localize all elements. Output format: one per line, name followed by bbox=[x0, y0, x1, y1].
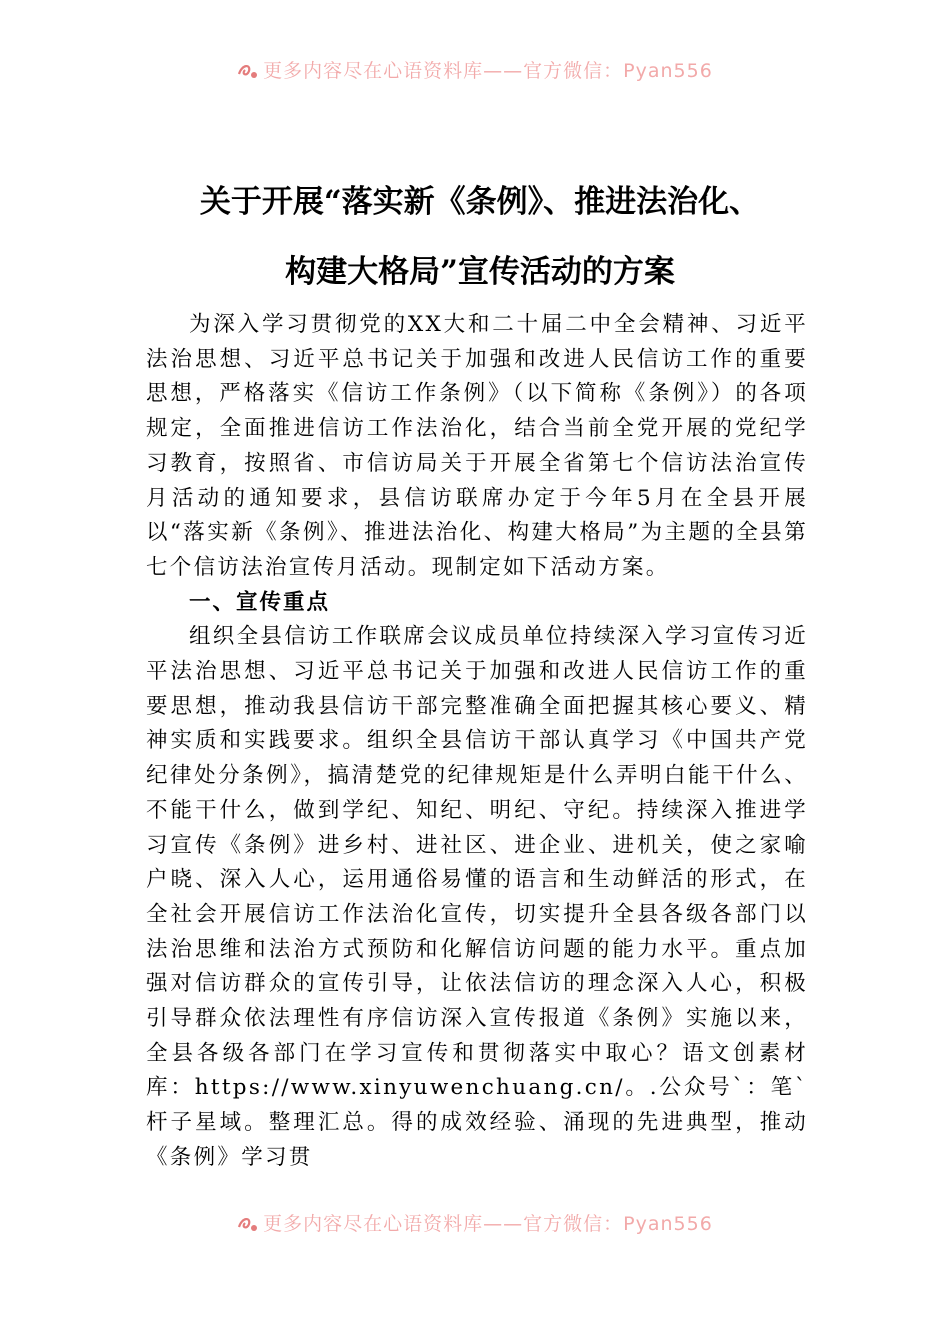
swirl-logo-icon bbox=[237, 1215, 259, 1233]
document-title-line-1: 关于开展“落实新《条例》、推进法治化、 bbox=[199, 184, 761, 220]
intro-paragraph: 为深入学习贯彻党的XX大和二十届二中全会精神、习近平法治思想、习近平总书记关于加强和改进人民信访工作的重要思想，严格落实《信访工作条例》（以下简称《条例》）的各项规定，全面推进信访工作法治化，结合当前全党开展的党纪学习教育，按照省、市信访局关于开展全省第七个信访法治宣传月活动的通知要求，县信访联席办定于今年5月在全县开展以“落实新《条例》、推进法治化、构建大格局”为主题的全县第七个信访法治宣传月活动。现制定如下活动方案。 bbox=[146, 312, 808, 580]
section-1-paragraph: 组织全县信访工作联席会议成员单位持续深入学习宣传习近平法治思想、习近平总书记关于加强和改进人民信访工作的重要思想，推动我县信访干部完整准确全面把握其核心要义、精神实质和实践要求。组织全县信访干部认真学习《中国共产党纪律处分条例》，搞清楚党的纪律规矩是什么弄明白能干什么、不能干什么，做到学纪、知纪、明纪、守纪。持续深入推进学习宣传《条例》进乡村、进社区、进企业、进机关，使之家喻户晓、深入人心，运用通俗易懂的语言和生动鲜活的形式，在全社会开展信访工作法治化宣传，切实提升全县各级各部门以法治思维和法治方式预防和化解信访问题的能力水平。重点加强对信访群众的宣传引导，让依法信访的理念深入人心，积极引导群众依法理性有序信访深入宣传报道《条例》实施以来，全县各级各部门在学习宣传和贯彻落实中取心？语文创素材库：https://www.xinyuwenchuang.cn/。.公众号`：笔`杆子星域。整理汇总。得的成效经验、涌现的先进典型，推动《条例》学习贯 bbox=[146, 624, 808, 1170]
watermark-text: 更多内容尽在心语资料库——官方微信：Pyan556 bbox=[263, 60, 713, 82]
document-title-line-2: 构建大格局”宣传活动的方案 bbox=[285, 254, 675, 290]
section-heading-1: 一、宣传重点 bbox=[189, 589, 331, 615]
document-body bbox=[146, 308, 808, 1176]
watermark-top bbox=[0, 56, 950, 83]
swirl-logo-icon bbox=[237, 62, 259, 80]
watermark-bottom bbox=[0, 1209, 950, 1236]
watermark-text: 更多内容尽在心语资料库——官方微信：Pyan556 bbox=[263, 1213, 713, 1235]
